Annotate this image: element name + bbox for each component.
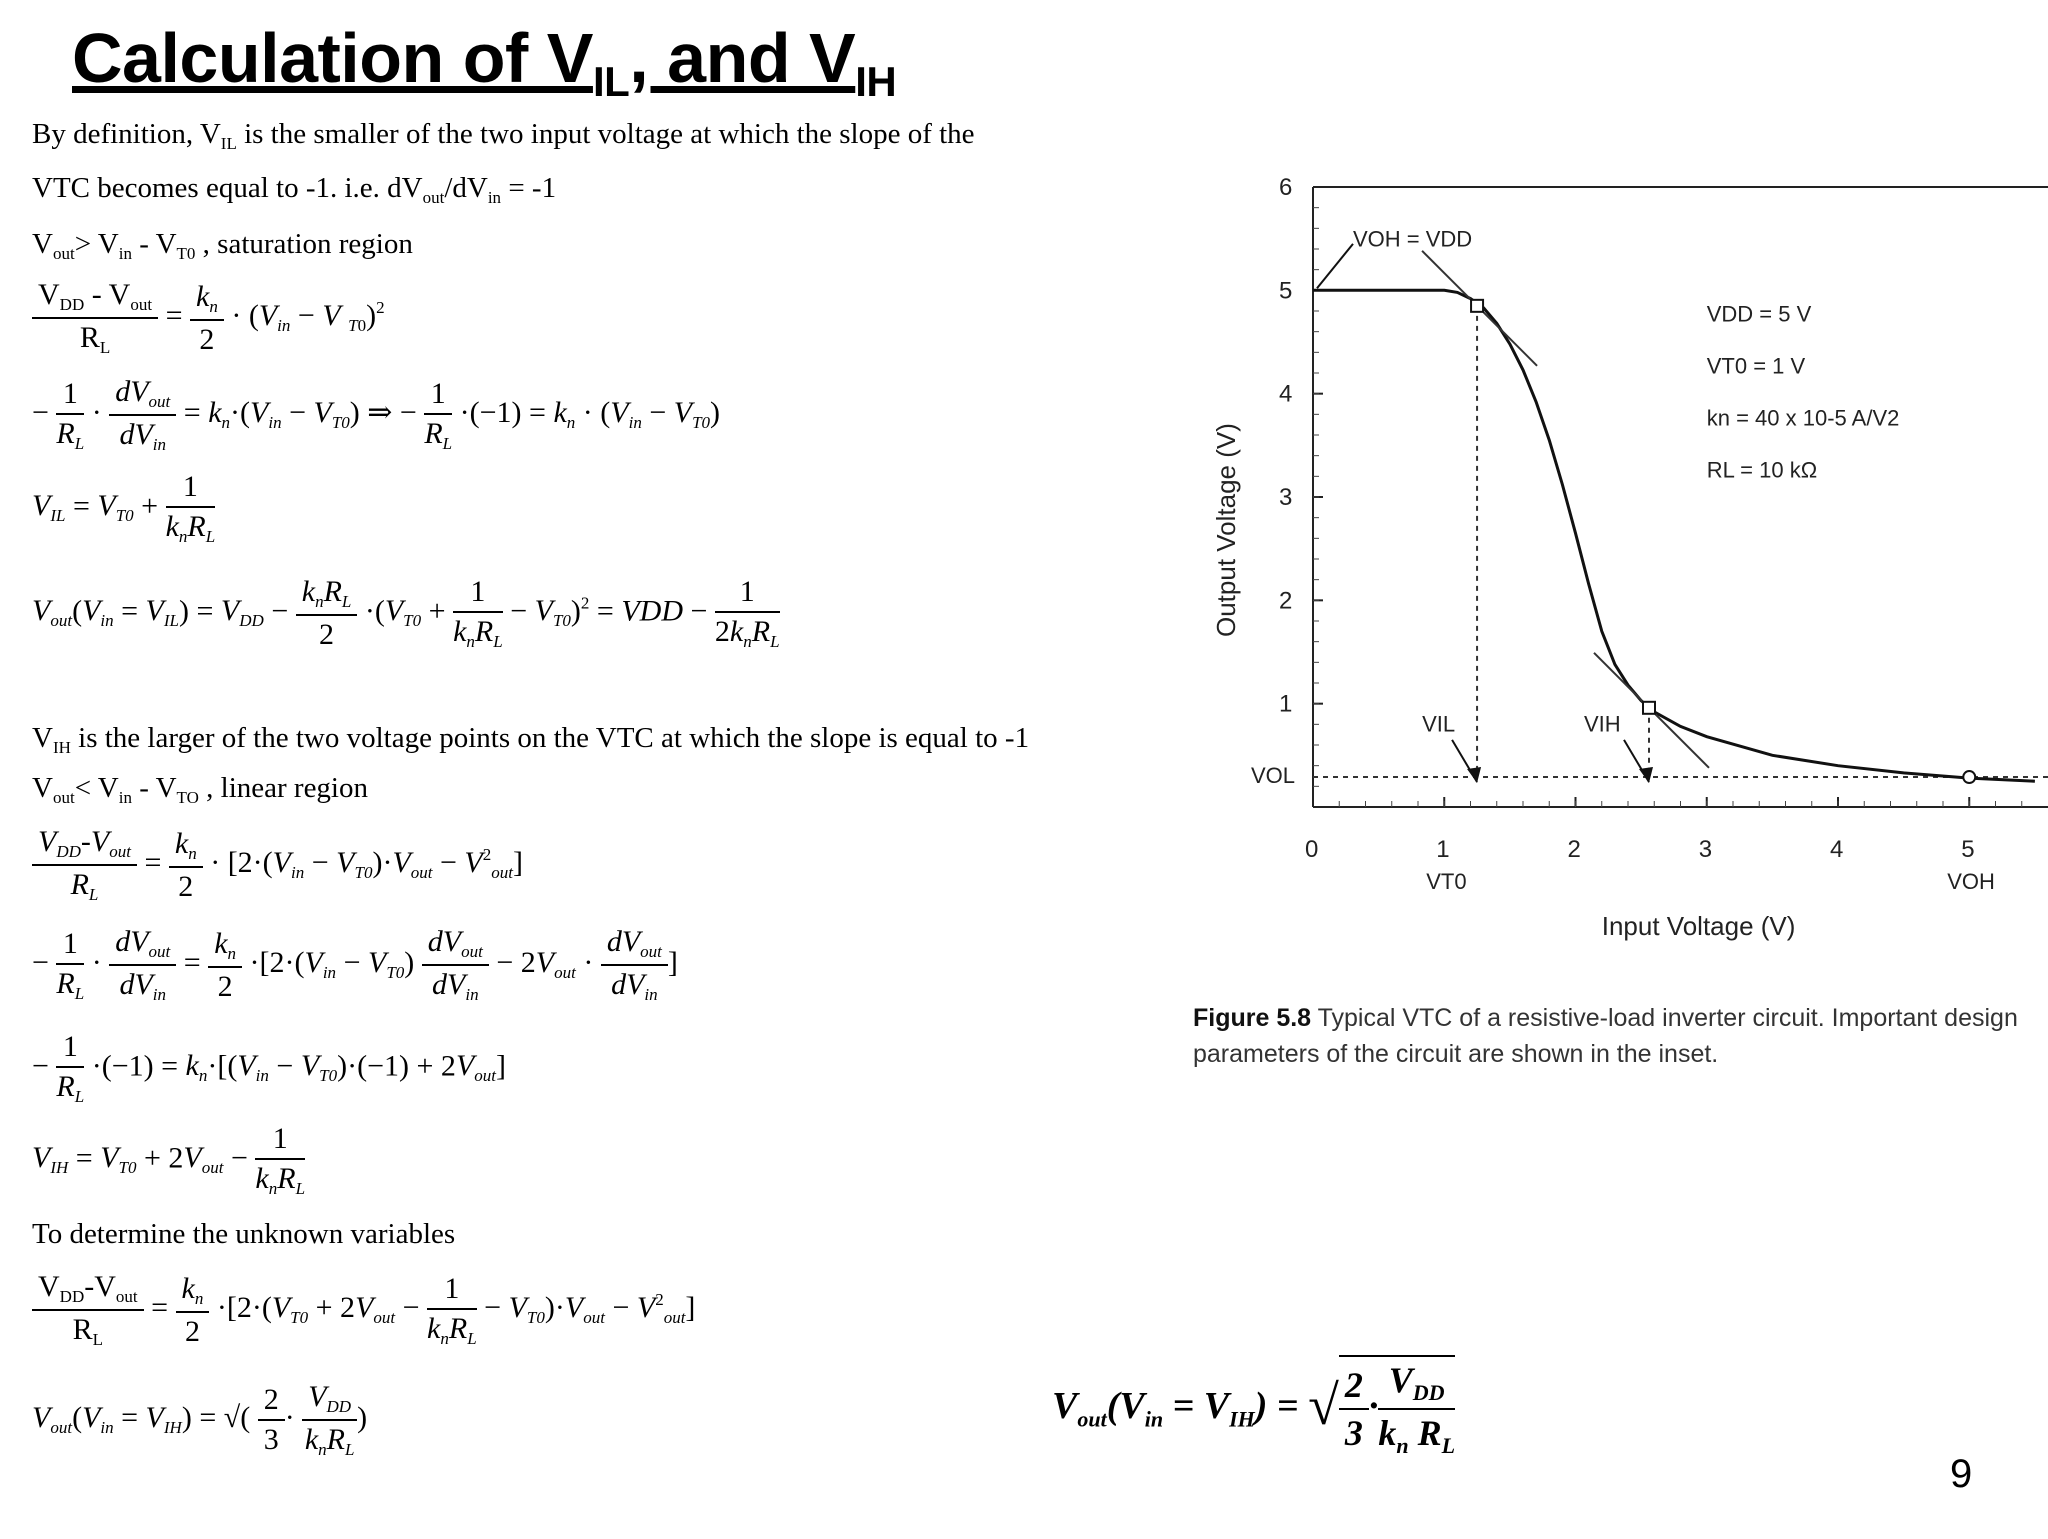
equation-vih: $V_{IH} = V_{T0} + 2V_{out}$ − $\frac{1}{k_nR_L}$ <box>32 1122 306 1198</box>
vih-definition: $V_{IH}$ is the larger of the two voltage points on the VTC at which the slope is equal to -1 <box>32 722 1030 757</box>
vtc-graph <box>1180 150 2048 1110</box>
x-tick-label: 4 <box>1830 836 1844 863</box>
inset-param: kn = 40 x 10-5 A/V2 <box>1706 405 1900 431</box>
x-tick-label: 5 <box>1961 836 1975 863</box>
x-tick-label: 2 <box>1567 836 1581 863</box>
y-axis-label: Output Voltage (V) <box>1211 423 1241 637</box>
definition-line-1: By definition, $V_{IL}$ is the smaller of the two input voltage at which the slope of the <box>32 118 975 153</box>
y-tick-label: 2 <box>1279 587 1293 615</box>
equation-derivative-linear: − $\frac{1}{R_L}$ · $\frac{dV_{out}}{dV_{in}}$ = $\frac{k_n}{2}$ $\cdot[2\cdot(V_{in} - V_{T0})$ $\frac{dV_{out}}{dV_{in}}$ − $2V_{out}$ · $\frac{dV_{out}}{dV_{in}}$ ] <box>32 925 678 1004</box>
x-tick-label: 1 <box>1436 836 1450 863</box>
vil-label: VIL <box>1422 711 1456 737</box>
y-tick-label: 6 <box>1279 174 1293 201</box>
vol-point <box>1963 771 1975 783</box>
equation-combined: $\frac{V_{DD}-V_{out}}{R_L}$ = $\frac{k_n}{2}$ $\cdot[2\cdot(V_{T0} + 2V_{out}$ − $\frac{1}{k_nR_L}$ − $V_{T0})\cdot V_{out} - V^2_{out}$] <box>32 1270 695 1350</box>
equation-linear-current: $\frac{V_{DD}-V_{out}}{R_L}$ = $\frac{k_n}{2}$ · $[2\cdot(V_{in} - V_{T0})\cdot V_{out} - V^2_{out}]$ <box>32 825 523 905</box>
equation-derivative-saturation: − $\frac{1}{R_L}$ · $\frac{dV_{out}}{dV_{in}}$ = $k_n\cdot(V_{in} - V_{T0})$ ⇒ − $\frac{1}{R_L}$ $\cdot(-1) = k_n \cdot (V_{in} - V_{T0})$ <box>32 375 721 454</box>
page-title: Calculation of $V_{IL}$, and $V_{IH}$ <box>72 19 897 105</box>
voh-vdd-arrow <box>1317 244 1353 288</box>
equation-vout-at-vih-large: $V_{out}(V_{in} = V_{IH})$ = √ $\frac{2}{3}$ · $\frac{V_{DD}}{k_n R_L}$ <box>1052 1355 1455 1459</box>
vol-label: VOL <box>1251 763 1296 789</box>
determine-text: To determine the unknown variables <box>32 1218 456 1250</box>
page-number: 9 <box>1950 1452 1973 1496</box>
inset-param: VT0 = 1 V <box>1706 353 1806 379</box>
inset-param: RL = 10 kΩ <box>1706 457 1818 483</box>
vtc-chart <box>1180 150 2048 1110</box>
y-tick-label: 4 <box>1279 380 1293 408</box>
y-tick-label: 1 <box>1279 690 1293 718</box>
vih-label: VIH <box>1584 711 1621 737</box>
vt0-label: VT0 <box>1426 869 1467 894</box>
linear-condition: $V_{out}< V_{in} - V_{TO}$ , linear region <box>32 772 368 807</box>
vil-arrowhead <box>1467 767 1481 783</box>
y-tick-label: 5 <box>1279 277 1293 305</box>
equation-vout-at-vih-small: $V_{out}(V_{in} = V_{IH})$ = √( $\frac{2}{3}$ · $\frac{V_{DD}}{k_nR_L}$ ) <box>32 1380 368 1459</box>
vih-arrowhead <box>1639 767 1653 783</box>
x-tick-label: 3 <box>1698 836 1713 863</box>
equation-vil: $V_{IL} = V_{T0}$ + $\frac{1}{k_nR_L}$ <box>32 470 216 546</box>
x-axis-label: Input Voltage (V) <box>1601 911 1796 941</box>
y-tick-label: 3 <box>1279 484 1293 511</box>
definition-line-2: VTC becomes equal to -1. i.e. $dV_{out}/dV_{in} = -1$ <box>32 172 557 207</box>
vtc-curve <box>1313 290 2035 781</box>
voh-axis-label: VOH <box>1947 869 1995 894</box>
vih-point <box>1643 702 1655 714</box>
vil-point <box>1471 300 1483 312</box>
equation-vout-at-vil: $V_{out}(V_{in} = V_{IL}) = V_{DD}$ − $\frac{k_nR_L}{2}$ $\cdot(V_{T0}$ + $\frac{1}{k_nR_L}$ − $V_{T0})^2$ = VDD − $\frac{1}{2k_nR_L}$ <box>32 575 780 651</box>
inset-param: VDD = 5 V <box>1706 301 1812 327</box>
figure-caption: Figure 5.8 Typical VTC of a resistive-load inverter circuit. Important design parameters of the circuit are shown in the inset. <box>1193 1004 2018 1068</box>
x-tick-label: 0 <box>1305 836 1319 863</box>
saturation-condition: $V_{out}> V_{in} - V_{T0}$ , saturation region <box>32 228 413 263</box>
voh-vdd-label: VOH = VDD <box>1353 226 1473 252</box>
equation-slope-substituted: − $\frac{1}{R_L}$ $\cdot(-1) = k_n\cdot[(V_{in} - V_{T0})\cdot(-1) + 2V_{out}]$ <box>32 1030 506 1106</box>
equation-saturation-current: $\frac{V_{DD} - V_{out}}{R_L}$ = $\frac{k_n}{2}$ · ($V_{in} - V$ $_{T0}$)$^2$ <box>32 278 385 358</box>
